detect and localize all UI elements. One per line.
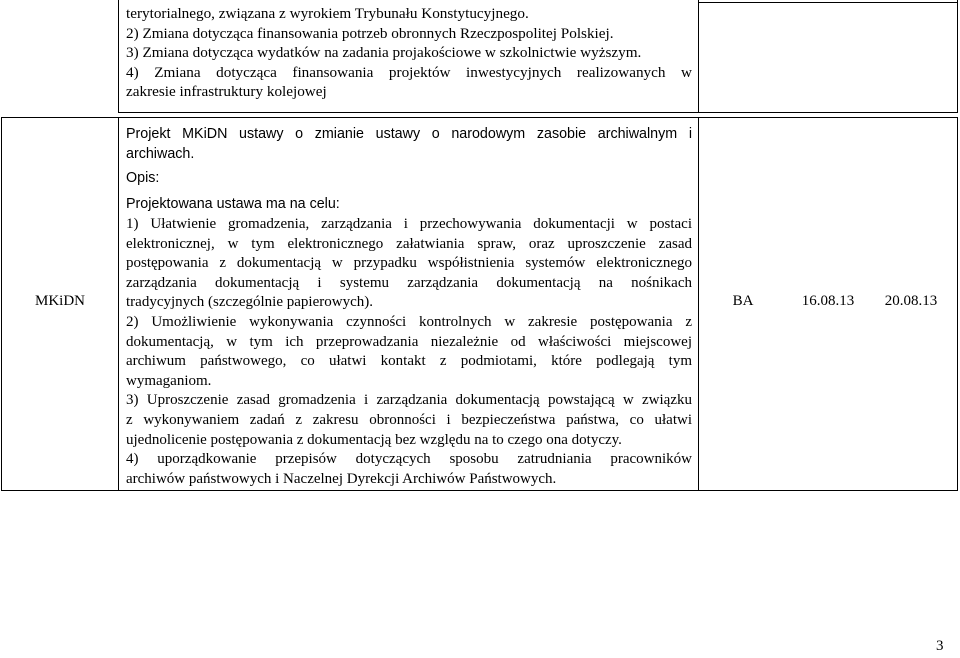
divider (698, 0, 699, 113)
description-cell (126, 124, 692, 489)
body-line: dokumentacją, w tym ich przeprowadzania niezależnie od właściwości miejscowej (126, 333, 692, 350)
body-line: wymaganiom. (126, 372, 212, 389)
body-line: archiwów państwowych i Naczelnej Dyrekcji Archiwów Państwowych. (126, 470, 557, 487)
body-line: 4) uporządkowanie przepisów dotyczących sposobu zatrudniania pracowników (126, 451, 692, 468)
body-line: 1) Ułatwienie gromadzenia, zarządzania i przechowywania dokumentacji w postaci (126, 216, 692, 232)
body-line: z wykonywaniem zadań z zakresu obronności i bezpieczeństwa państwa, co ułatwi (126, 411, 692, 428)
divider (957, 0, 958, 113)
department-cell: BA (732, 293, 754, 309)
divider (118, 0, 119, 113)
prev-line: zakresie infrastruktury kolejowej (126, 83, 327, 101)
divider (1, 117, 958, 118)
prev-line: terytorialnego, związana z wyrokiem Trybunału Konstytucyjnego. (126, 5, 529, 22)
prev-line: 4) Zmiana dotycząca finansowania projektów inwestycyjnych realizowanych w (126, 63, 692, 81)
prev-line: 2) Zmiana dotycząca finansowania potrzeb obronnych Rzeczpospolitej Polskiej. (126, 24, 614, 42)
body-line: zarządzania dokumentacją i systemu zarządzania dokumentacją na nośnikach (126, 274, 692, 291)
project-title: Projekt MKiDN ustawy o zmianie ustawy o narodowym zasobie archiwalnym i (126, 126, 692, 142)
body-line: elektronicznej, w tym elektronicznego załatwiania spraw, oraz uproszczenie zasad (126, 235, 692, 252)
date-start-cell: 16.08.13 (801, 293, 855, 309)
ministry-cell: MKiDN (34, 293, 85, 309)
body-line: ujednolicenie postępowania z dokumentacją bez względu na to czego ona dotyczy. (126, 431, 622, 448)
project-title-cont: archiwach. (126, 146, 195, 162)
divider (118, 117, 119, 491)
body-line: archiwum państwowego, co ułatwi kontakt z podmiotami, które podlegają tym (126, 353, 692, 370)
prev-row-description (126, 4, 692, 102)
prev-line: 3) Zmiana dotycząca wydatków na zadania projakościowe w szkolnictwie wyższym. (126, 44, 642, 62)
page-number: 3 (936, 638, 944, 654)
intro-text: Projektowana ustawa ma na celu: (126, 196, 340, 212)
opis-label: Opis: (126, 170, 160, 186)
divider (698, 117, 699, 491)
divider (118, 112, 699, 113)
divider (1, 490, 958, 491)
body-line: tradycyjnych (szczególnie papierowych). (126, 294, 373, 311)
body-line: 2) Umożliwienie wykonywania czynności kontrolnych w zakresie postępowania z (126, 313, 692, 330)
divider (698, 2, 958, 3)
date-end-cell: 20.08.13 (884, 293, 938, 309)
body-line: postępowania z dokumentacją w przypadku współistnienia systemów elektronicznego (126, 255, 692, 272)
body-line: 3) Uproszczenie zasad gromadzenia i zarządzania dokumentacją powstającą w związku (126, 392, 692, 409)
divider (957, 117, 958, 491)
divider (698, 112, 958, 113)
